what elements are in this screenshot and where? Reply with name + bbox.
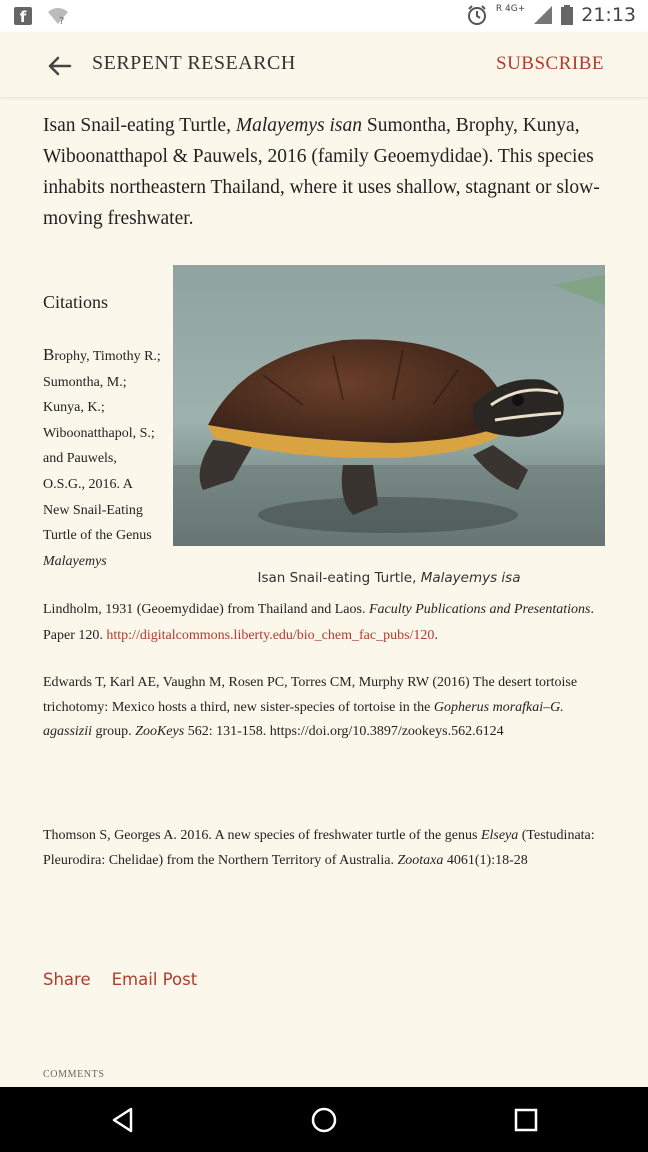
- citation-1-journal: Faculty Publications and Presentations: [368, 602, 591, 617]
- intro-common-name: Isan Snail-eating Turtle,: [43, 115, 236, 136]
- app-bar: [0, 32, 648, 98]
- status-bar: [0, 0, 648, 32]
- citation-1-genus: Malayemys: [43, 553, 107, 569]
- citation-3-journal: Zootaxa: [397, 852, 444, 868]
- back-triangle-icon[interactable]: [108, 1105, 138, 1135]
- caption-italic: Malayemys isa: [420, 570, 521, 586]
- citation-2-journal: ZooKeys: [135, 724, 185, 739]
- citation-1-end: .: [434, 627, 438, 643]
- citation-1-cont-text: Lindholm, 1931 (Geoemydidae) from Thailand and Laos.: [43, 602, 369, 617]
- intro-scientific-name: Malayemys isan: [235, 115, 363, 136]
- alarm-icon: [466, 4, 488, 26]
- caption-plain: Isan Snail-eating Turtle,: [257, 570, 421, 586]
- citation-1-narrow: [43, 342, 161, 574]
- share-button[interactable]: Share: [43, 970, 91, 989]
- status-time: 21:13: [581, 4, 636, 26]
- site-title[interactable]: SERPENT RESEARCH: [92, 52, 296, 74]
- citation-3-pages: 4061(1):18-28: [443, 852, 528, 868]
- citation-1-continued: [43, 597, 605, 648]
- email-post-button[interactable]: Email Post: [111, 970, 198, 989]
- citation-1-link[interactable]: http://digitalcommons.liberty.edu/bio_chem_fac_pubs/120: [106, 627, 435, 643]
- citation-2: [43, 671, 605, 745]
- battery-icon: [561, 5, 573, 25]
- citation-2-species: Gopherus morafkai–G. agassizii: [43, 699, 564, 739]
- intro-paragraph: [43, 110, 605, 234]
- svg-text:?: ?: [59, 16, 65, 26]
- citation-3-text: Thomson S, Georges A. 2016. A new species of freshwater turtle of the genus: [43, 828, 481, 843]
- post-body: [43, 110, 605, 234]
- citation-2-text: Edwards T, Karl AE, Vaughn M, Rosen PC, Torres CM, Murphy RW (2016) The desert tortoise trichotomy: Mexico hosts a third, new sister-species of tortoise in the: [43, 675, 578, 715]
- intro-description: Sumontha, Brophy, Kunya, Wiboonatthapol & Pauwels, 2016 (family Geoemydidae). This species inhabits northeastern Thailand, where it uses shallow, stagnant or slow-moving freshwater.: [43, 115, 600, 229]
- signal-icon: [533, 5, 553, 25]
- system-nav-bar: [0, 1087, 648, 1152]
- citations-heading: Citations: [43, 292, 109, 312]
- citation-3-text-b: (Testudinata: Pleurodira: Chelidae) from the Northern Territory of Australia.: [43, 828, 595, 868]
- back-arrow-icon[interactable]: [44, 50, 76, 82]
- citation-2-text-b: group.: [92, 724, 136, 739]
- comments-label[interactable]: COMMENTS: [43, 1069, 105, 1080]
- wifi-icon: [46, 6, 70, 26]
- citation-1-initial: B: [43, 345, 55, 364]
- citation-3-genus: Elseya: [480, 828, 519, 843]
- subscribe-button[interactable]: SUBSCRIBE: [496, 53, 604, 74]
- citation-3: [43, 824, 605, 873]
- turtle-photo[interactable]: [173, 265, 605, 546]
- citation-1-text: rophy, Timothy R.; Sumontha, M.; Kunya, K.; Wiboonatthapol, S.; and Pauwels, O.S.G., 2016. A New Snail-Eating Turtle of the Genus: [43, 349, 161, 544]
- network-type-label: R 4G+: [495, 4, 526, 14]
- citation-1-paper: . Paper 120.: [43, 602, 594, 643]
- citation-2-doi: 562: 131-158. https://doi.org/10.3897/zookeys.562.6124: [184, 724, 504, 739]
- figure-caption: [173, 570, 605, 586]
- share-actions: [43, 970, 197, 989]
- facebook-icon: f: [14, 7, 32, 25]
- recents-square-icon[interactable]: [511, 1105, 541, 1135]
- home-circle-icon[interactable]: [309, 1105, 339, 1135]
